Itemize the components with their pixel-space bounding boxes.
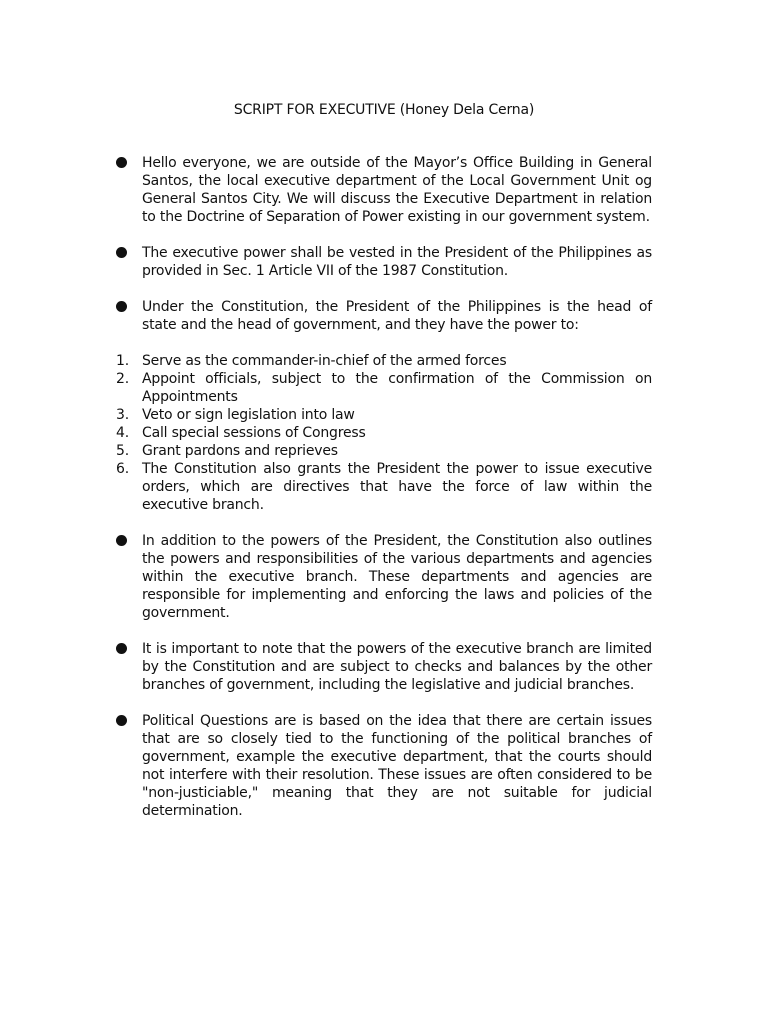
list-item — [116, 460, 652, 514]
bullet-paragraph — [116, 532, 652, 622]
bullet-icon — [116, 298, 142, 334]
list-text: Veto or sign legislation into law — [142, 407, 355, 423]
bullet-icon — [116, 532, 142, 622]
bullet-icon — [116, 640, 142, 694]
list-item — [116, 424, 652, 442]
bullet-paragraph — [116, 244, 652, 280]
paragraph-text: Hello everyone, we are outside of the Mayor’s Office Building in General Santos, the local executive department of the Local Government Unit og General Santos City. We will discuss the Executive Department in relation to the Doctrine of Separation of Power existing in our government system. — [142, 155, 652, 225]
bullet-paragraph — [116, 154, 652, 226]
paragraph-text: It is important to note that the powers of the executive branch are limited by the Constitution and are subject to checks and balances by the other branches of government, including the legislative and judicial branches. — [142, 641, 652, 693]
list-text: Grant pardons and reprieves — [142, 443, 338, 459]
paragraph-text: In addition to the powers of the President, the Constitution also outlines the powers and responsibilities of the various departments and agencies within the executive branch. These departments and agencies are responsible for implementing and enforcing the laws and policies of the government. — [142, 533, 652, 621]
paragraph-text: Political Questions are is based on the idea that there are certain issues that are so closely tied to the functioning of the political branches of government, example the executive department, that the courts should not interfere with their resolution. These issues are often considered to be "non-justiciable," meaning that they are not suitable for judicial determination. — [142, 713, 652, 819]
powers-list — [116, 352, 652, 514]
list-number: 1. — [116, 353, 129, 369]
list-text: The Constitution also grants the President the power to issue executive orders, which are directives that have the force of law within the executive branch. — [142, 461, 652, 513]
bullet-icon — [116, 244, 142, 280]
list-number: 6. — [116, 461, 129, 477]
list-text: Call special sessions of Congress — [142, 425, 366, 441]
bullet-icon — [116, 154, 142, 226]
document-body — [116, 154, 652, 820]
list-item — [116, 370, 652, 406]
bullet-paragraph — [116, 298, 652, 334]
paragraph-text: Under the Constitution, the President of the Philippines is the head of state and the head of government, and they have the power to: — [142, 299, 652, 333]
paragraph-text: The executive power shall be vested in the President of the Philippines as provided in Sec. 1 Article VII of the 1987 Constitution. — [142, 245, 652, 279]
list-item — [116, 442, 652, 460]
bullet-paragraph — [116, 712, 652, 820]
document-title: SCRIPT FOR EXECUTIVE (Honey Dela Cerna) — [233, 102, 535, 118]
list-number: 3. — [116, 407, 129, 423]
bullet-icon — [116, 712, 142, 820]
list-number: 5. — [116, 443, 129, 459]
bullet-paragraph — [116, 640, 652, 694]
list-number: 2. — [116, 371, 129, 387]
list-item — [116, 406, 652, 424]
list-number: 4. — [116, 425, 129, 441]
list-text: Appoint officials, subject to the confirmation of the Commission on Appointments — [142, 371, 652, 405]
list-text: Serve as the commander-in-chief of the armed forces — [142, 353, 507, 369]
list-item — [116, 352, 652, 370]
